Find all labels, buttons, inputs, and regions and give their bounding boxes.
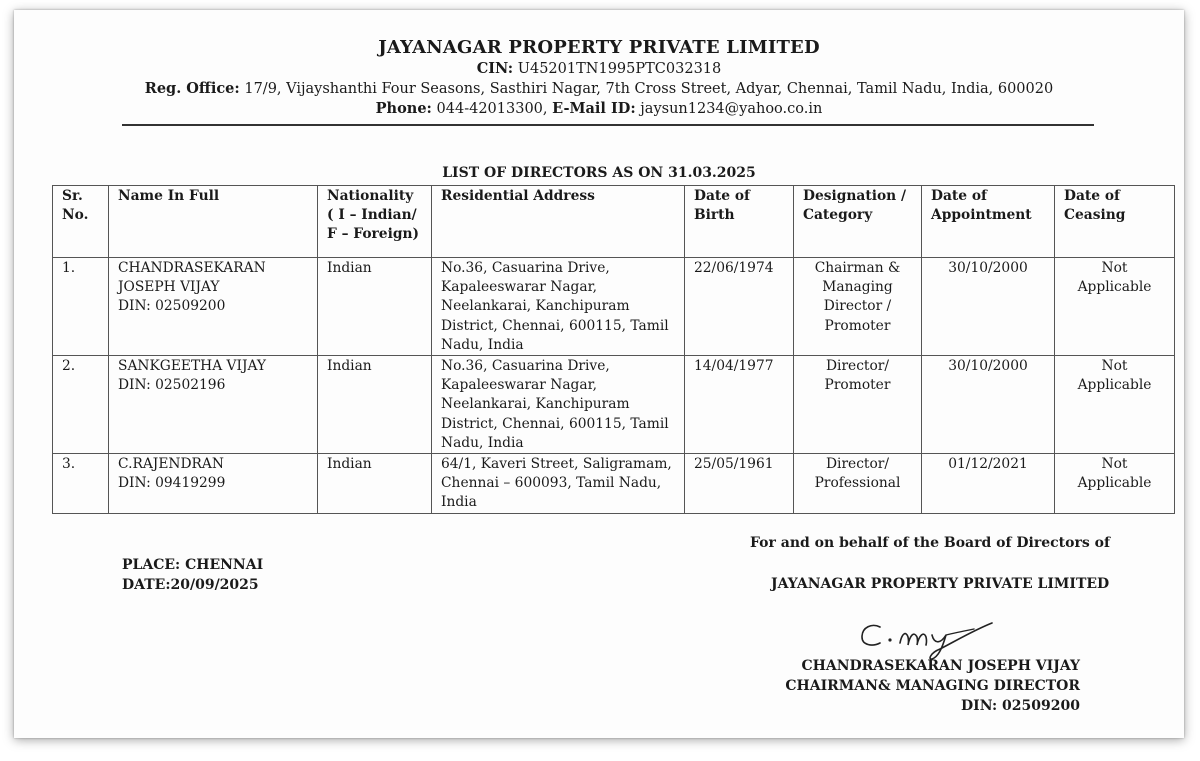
letterhead: [14, 36, 1184, 119]
header-appointment: Date of Appointment: [922, 186, 1055, 258]
header-designation: Designation / Category: [794, 186, 922, 258]
cell-ceasing: Not Applicable: [1055, 454, 1175, 514]
table-row: [53, 356, 1175, 454]
cell-ceasing: Not Applicable: [1055, 258, 1175, 356]
cell-appointment: 01/12/2021: [922, 454, 1055, 514]
date: DATE:20/09/2025: [122, 577, 259, 593]
header-nationality: Nationality ( I – Indian/ F – Foreign): [318, 186, 432, 258]
signatory-block: [714, 656, 1080, 716]
reg-office-value: 17/9, Vijayshanthi Four Seasons, Sasthiri Nagar, 7th Cross Street, Adyar, Chennai, Tamil Nadu, India, 600020: [244, 81, 1054, 97]
company-name: JAYANAGAR PROPERTY PRIVATE LIMITED: [378, 37, 820, 58]
cell-sr: 2.: [53, 356, 109, 454]
cell-designation: Director/ Professional: [794, 454, 922, 514]
cell-address: No.36, Casuarina Drive, Kapaleeswarar Nagar, Neelankarai, Kanchipuram District, Chennai, 600115, Tamil Nadu, India: [432, 258, 685, 356]
cell-name: SANKGEETHA VIJAY DIN: 02502196: [109, 356, 318, 454]
cell-appointment: 30/10/2000: [922, 258, 1055, 356]
cell-sr: 1.: [53, 258, 109, 356]
table-header-row: [53, 186, 1175, 258]
signatory-title: CHAIRMAN& MANAGING DIRECTOR: [785, 678, 1080, 694]
cell-name: CHANDRASEKARAN JOSEPH VIJAY DIN: 02509200: [109, 258, 318, 356]
cell-name: C.RAJENDRAN DIN: 09419299: [109, 454, 318, 514]
cell-nationality: Indian: [318, 356, 432, 454]
place-date-block: [122, 555, 263, 595]
behalf-company: JAYANAGAR PROPERTY PRIVATE LIMITED: [771, 576, 1110, 592]
header-ceasing: Date of Ceasing: [1055, 186, 1175, 258]
cell-sr: 3.: [53, 454, 109, 514]
behalf-text: For and on behalf of the Board of Directors of: [750, 535, 1110, 551]
cell-nationality: Indian: [318, 454, 432, 514]
cell-appointment: 30/10/2000: [922, 356, 1055, 454]
signatory-name: CHANDRASEKARAN JOSEPH VIJAY: [801, 658, 1080, 674]
cell-address: 64/1, Kaveri Street, Saligramam, Chennai – 600093, Tamil Nadu, India: [432, 454, 685, 514]
cin-label: CIN:: [476, 60, 514, 77]
cell-dob: 22/06/1974: [685, 258, 794, 356]
cell-designation: Director/ Promoter: [794, 356, 922, 454]
cell-ceasing: Not Applicable: [1055, 356, 1175, 454]
list-title: LIST OF DIRECTORS AS ON 31.03.2025: [442, 165, 756, 181]
reg-office-label: Reg. Office:: [144, 80, 240, 97]
directors-table: [52, 185, 1175, 514]
place: PLACE: CHENNAI: [122, 557, 264, 573]
email-value: jaysun1234@yahoo.co.in: [640, 101, 823, 117]
email-label: E-Mail ID:: [552, 100, 636, 117]
table-row: [53, 258, 1175, 356]
document-page: [14, 10, 1184, 738]
cell-designation: Chairman & Managing Director / Promoter: [794, 258, 922, 356]
phone-value: 044-42013300,: [436, 101, 548, 117]
header-sr-no: Sr. No.: [53, 186, 109, 258]
cell-dob: 25/05/1961: [685, 454, 794, 514]
header-name: Name In Full: [109, 186, 318, 258]
phone-label: Phone:: [375, 100, 432, 117]
signatory-din: DIN: 02509200: [961, 698, 1080, 714]
cin-line: [14, 59, 1184, 79]
letterhead-divider: [122, 124, 1094, 126]
header-dob: Date of Birth: [685, 186, 794, 258]
reg-office-line: [14, 79, 1184, 99]
cell-nationality: Indian: [318, 258, 432, 356]
contact-line: [14, 99, 1184, 119]
header-address: Residential Address: [432, 186, 685, 258]
cin-value: U45201TN1995PTC032318: [517, 61, 722, 77]
cell-address: No.36, Casuarina Drive, Kapaleeswarar Nagar, Neelankarai, Kanchipuram District, Chennai, 600115, Tamil Nadu, India: [432, 356, 685, 454]
cell-dob: 14/04/1977: [685, 356, 794, 454]
table-row: [53, 454, 1175, 514]
